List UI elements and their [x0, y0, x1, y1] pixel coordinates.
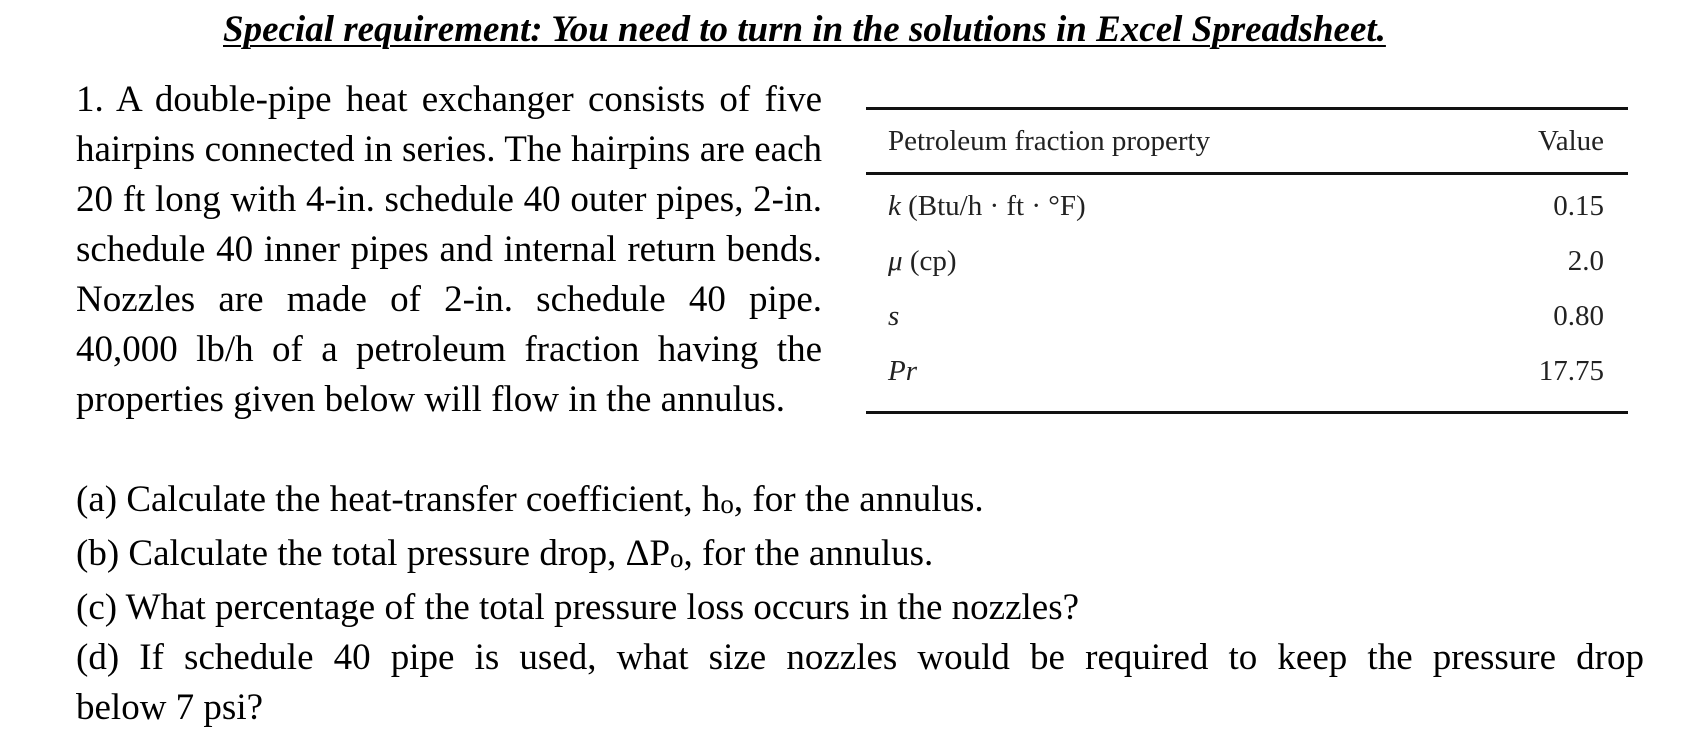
property-value: 17.75: [1538, 355, 1604, 387]
subscript-o: o: [720, 489, 734, 519]
property-value: 0.80: [1553, 300, 1604, 332]
property-name: [866, 344, 1441, 413]
special-requirement-heading: Special requirement: You need to turn in the solutions in Excel Spreadsheet.: [223, 9, 1386, 50]
question-d-line2: below 7 psi?: [76, 687, 264, 728]
header-property: Petroleum fraction property: [888, 124, 1211, 157]
question-list: [76, 475, 1644, 733]
table-header-row: [866, 109, 1628, 174]
question-d-line1: (d) If schedule 40 pipe is used, what size nozzles would be required to keep the pressure drop: [76, 637, 1644, 678]
property-name: [866, 174, 1441, 235]
property-symbol: k: [888, 190, 901, 222]
subscript-o: o: [670, 543, 684, 573]
property-symbol: s: [888, 300, 900, 332]
question-b: [76, 529, 1644, 583]
property-unit: (cp): [902, 245, 957, 277]
property-value: 2.0: [1567, 245, 1604, 277]
question-b-suffix: , for the annulus.: [683, 533, 934, 574]
property-table: [866, 107, 1628, 414]
property-value: 0.15: [1553, 190, 1604, 222]
question-a-text: (a) Calculate the heat-transfer coefficient, h: [76, 479, 721, 520]
table-row: [866, 344, 1628, 413]
property-unit: (Btu/h · ft · °F): [900, 190, 1086, 222]
question-c: (c) What percentage of the total pressure loss occurs in the nozzles?: [76, 587, 1080, 628]
question-d: [76, 633, 1644, 733]
property-name: [866, 289, 1441, 344]
property-symbol: μ: [888, 245, 903, 277]
property-symbol: Pr: [888, 355, 917, 387]
header-value: Value: [1537, 124, 1604, 157]
question-a: [76, 475, 1644, 529]
problem-statement: 1. A double-pipe heat exchanger consists of five hairpins connected in series. The hairpins are each 20 ft long with 4-in. schedule 40 outer pipes, 2-in. schedule 40 inner pipes and internal return bends. Nozzles are made of 2-in. schedule 40 pipe. 40,000 lb/h of a petroleum fraction having the properties given below will flow in the annulus.: [76, 79, 822, 420]
question-a-suffix: , for the annulus.: [733, 479, 984, 520]
table-row: [866, 289, 1628, 344]
table-row: [866, 174, 1628, 235]
question-b-text: (b) Calculate the total pressure drop, ΔP: [76, 533, 671, 574]
table-row: [866, 234, 1628, 289]
property-name: [866, 234, 1441, 289]
